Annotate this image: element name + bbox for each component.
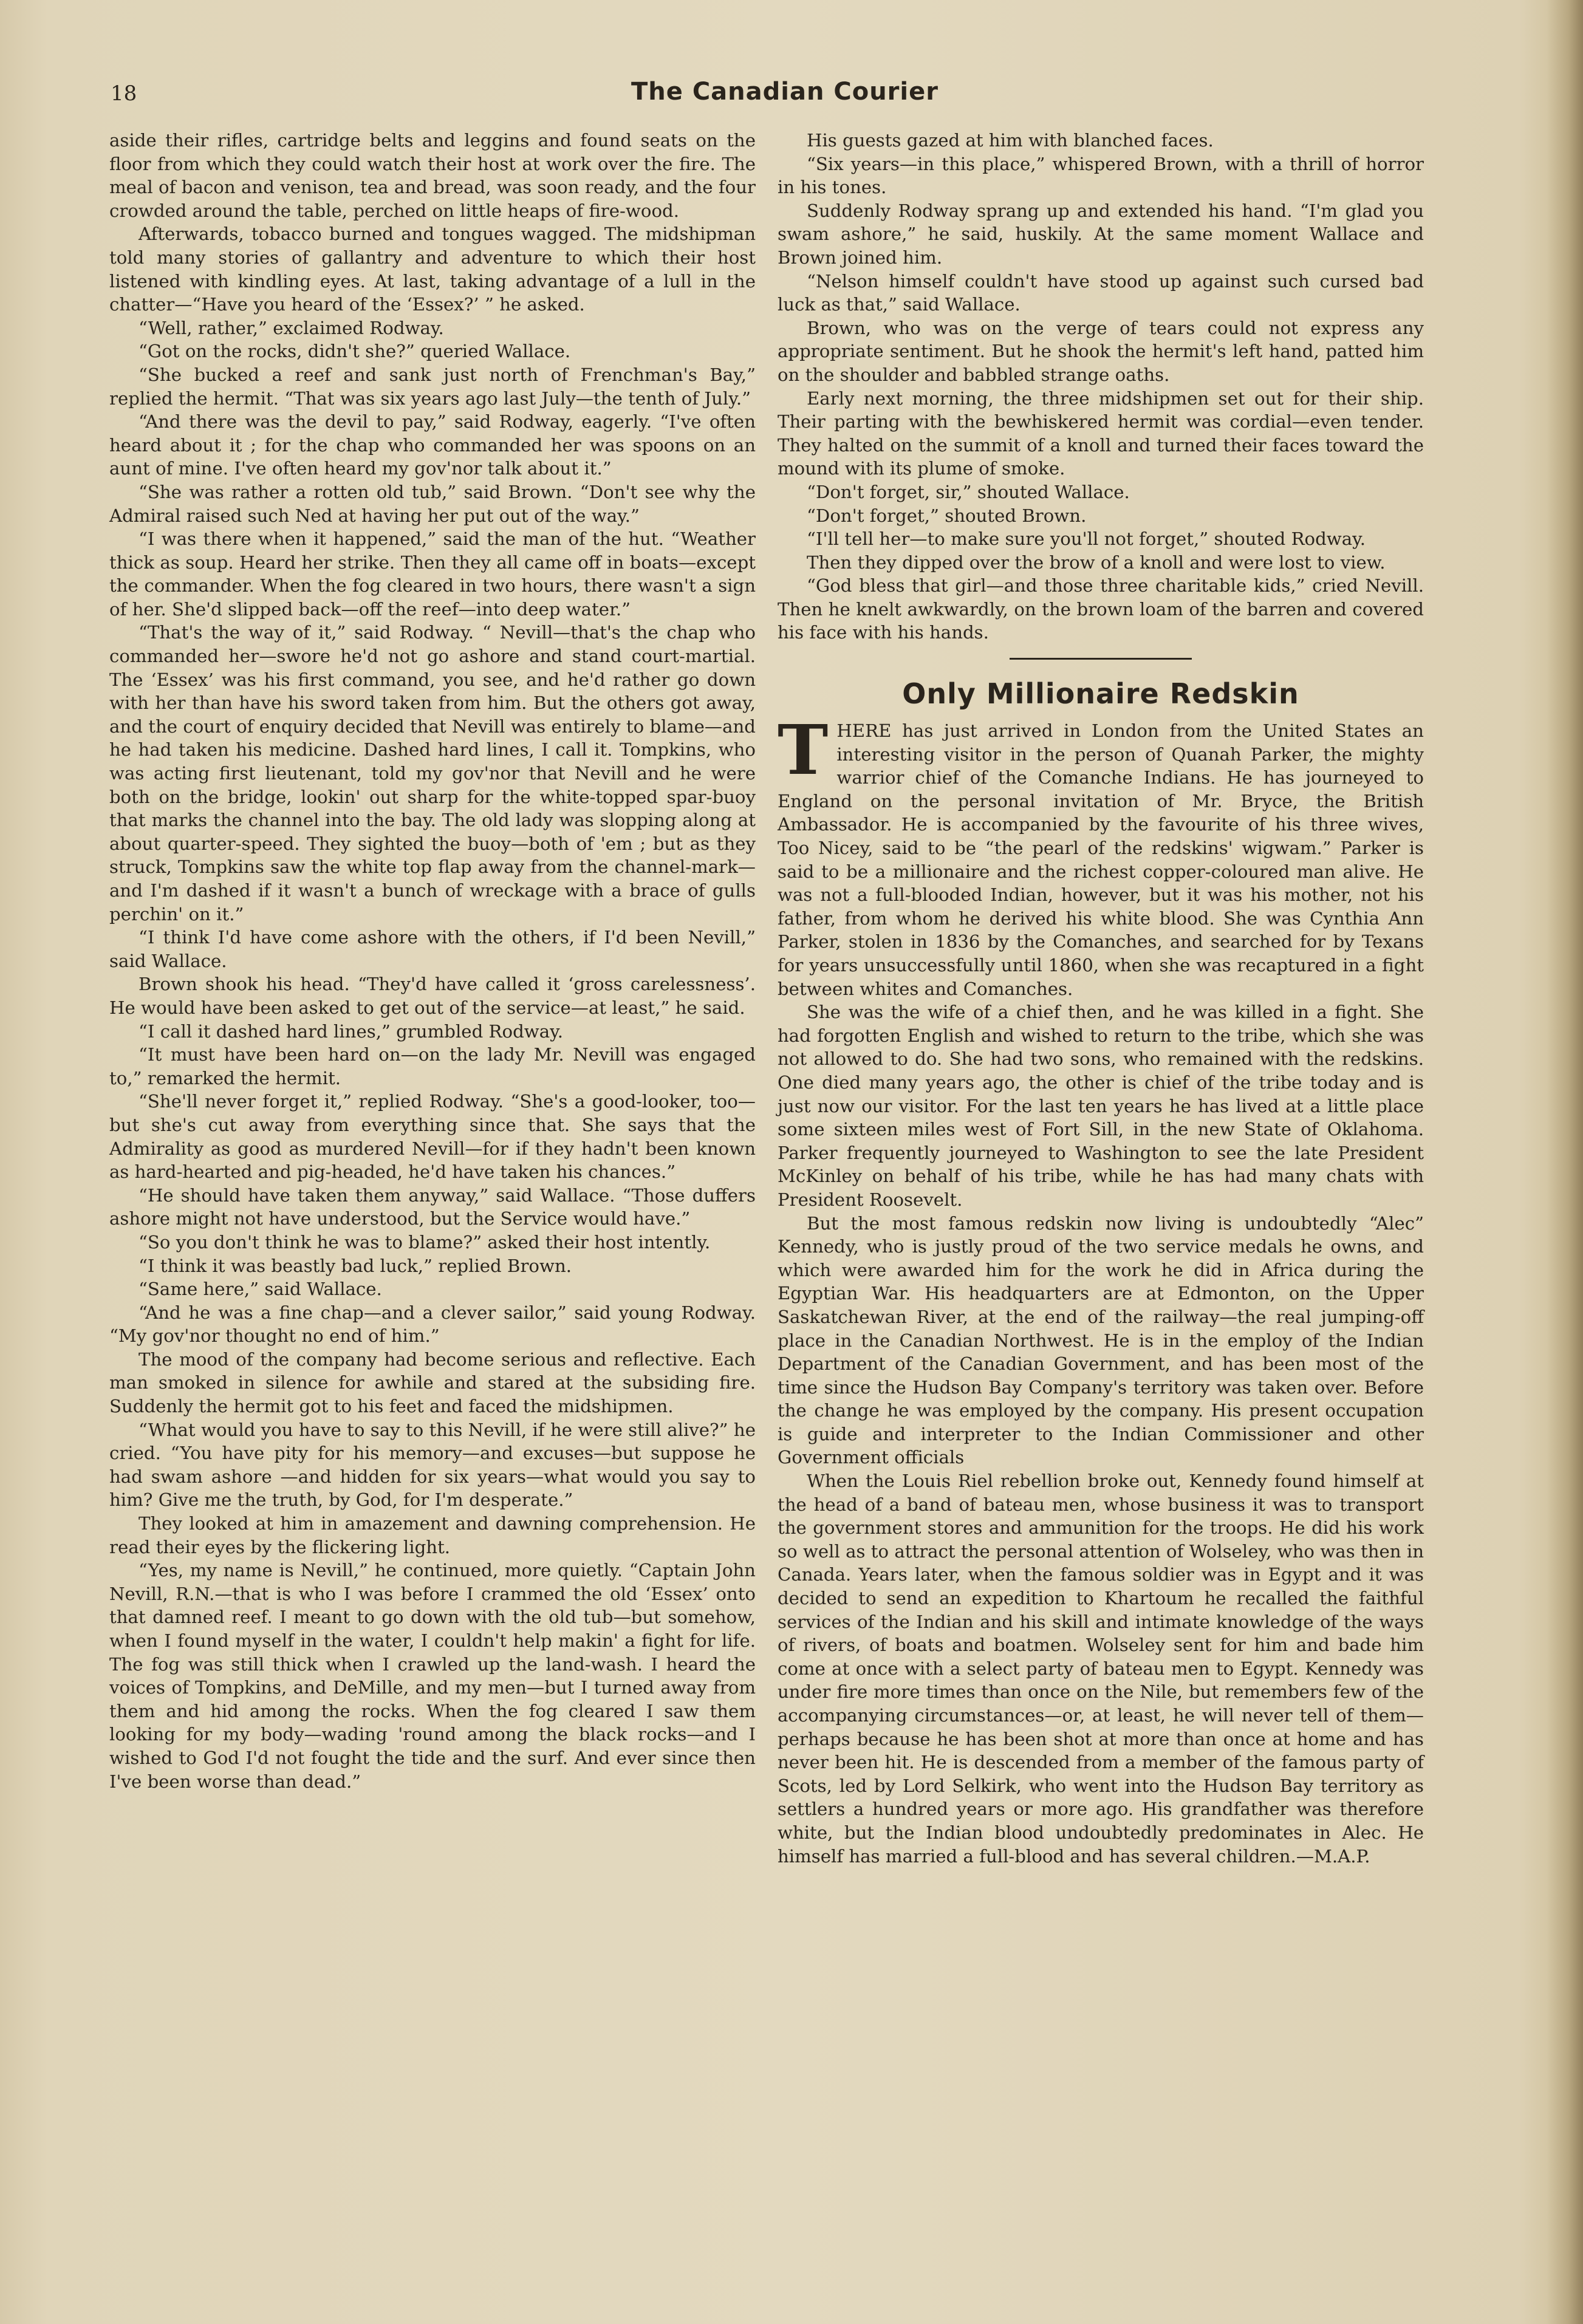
story-paragraph: “I'll tell her—to make sure you'll not forget,” shouted Rodway. (807, 528, 1366, 550)
story-paragraph: Brown shook his head. “They'd have called it ‘gross carelessness’. He would have been asked to get out of the service—at least,” he said. (109, 974, 756, 1018)
story-paragraph: “Same here,” said Wallace. (138, 1279, 382, 1300)
story-paragraph: “That's the way of it,” said Rodway. “ Nevill—that's the chap who commanded her—swore he'd not go ashore and stand court-martial. The ‘Essex’ was his first command, you see, and he'd rather go down with her than have his sword taken from him. But the others got away, and the court of enquiry decided that Nevill was entirely to blame—and he had taken his medicine. Dashed hard lines, I call it. Tompkins, who was acting first lieutenant, told my gov'nor that Nevill and he were both on the bridge, lookin' out sharp for the white-topped spar-buoy that marks the channel into the bay. The old lady was slopping along at about quarter-speed. They sighted the buoy—both of 'em ; but as they struck, Tompkins saw the white top flap away from the channel-mark—and I'm dashed if it wasn't a bunch of wreckage with a brace of gulls perchin' on it.” (109, 622, 756, 924)
article-paragraph: When the Louis Riel rebellion broke out, Kennedy found himself at the head of a band of bateau men, whose business it was to transport the government stores and ammunition for the troops. He did his work so well as to attract the personal attention of Wolseley, who was then in Canada. Years later, when the famous soldier was in Egypt and it was decided to send an expedition to Khartoum he recalled the faithful services of the Indian and his skill and intimate knowledge of the ways of rivers, of boats and boatmen. Wolseley sent for him and bade him come at once with a select party of bateau men to Egypt. Kennedy was under fire more times than once on the Nile, but remembers few of the accompanying circumstances—or, at least, he will never tell of them—perhaps because he has been shot at more than once at home and has never been hit. He is descended from a member of the famous party of Scots, led by Lord Selkirk, who went into the Hudson Bay territory as settlers a hundred years or more ago. His grandfather was therefore white, but the Indian blood undoubtedly predominates in Alec. He himself has married a full-blood and has several children.—M.A.P. (778, 1471, 1424, 1867)
story-paragraph: Early next morning, the three midshipmen set out for their ship. Their parting with the bewhiskered hermit was cordial—even tender. They halted on the summit of a knoll and turned their faces toward the mound with its plume of smoke. (778, 388, 1424, 479)
section-divider (1010, 658, 1192, 660)
story-paragraph: “I was there when it happened,” said the man of the hut. “Weather thick as soup. Heard her strike. Then they all came off in boats—except the commander. When the fog cleared in two hours, there wasn't a sign of her. She'd slipped back—off the reef—into deep water.” (109, 528, 756, 620)
story-paragraph: “And there was the devil to pay,” said Rodway, eagerly. “I've often heard about it ; for the chap who commanded her was spoons on an aunt of mine. I've often heard my gov'nor talk about it.” (109, 411, 756, 479)
page-header (111, 78, 1459, 114)
story-paragraph: Suddenly Rodway sprang up and extended his hand. “I'm glad you swam ashore,” he said, huskily. At the same moment Wallace and Brown joined him. (778, 200, 1424, 268)
story-paragraph: “He should have taken them anyway,” said Wallace. “Those duffers ashore might not have understood, but the Service would have.” (109, 1184, 756, 1229)
story-paragraph: “What would you have to say to this Nevill, if he were still alive?” he cried. “You have pity for his memory—and excuses—but suppose he had swam ashore —and hidden for six years—what would you say to him? Give me the truth, by God, for I'm desperate.” (109, 1419, 756, 1511)
story-paragraph: “She'll never forget it,” replied Rodway. “She's a good-looker, too—but she's cut away from everything since that. She says that the Admirality as good as murdered Nevill—for if they hadn't been known as hard-hearted and pig-headed, he'd have taken his chances.” (109, 1091, 756, 1183)
story-paragraph: They looked at him in amazement and dawning comprehension. He read their eyes by the flickering light. (109, 1513, 756, 1557)
drop-cap: T (778, 711, 829, 791)
story-paragraph: Brown, who was on the verge of tears could not express any appropriate sentiment. But he shook the hermit's left hand, patted him on the shoulder and babbled strange oaths. (778, 317, 1424, 385)
story-paragraph: “I think it was beastly bad luck,” replied Brown. (138, 1255, 572, 1276)
story-paragraph: “God bless that girl—and those three charitable kids,” cried Nevill. Then he knelt awkwardly, on the brown loam of the barren and covered his face with his hands. (778, 575, 1424, 643)
story-paragraph: aside their rifles, cartridge belts and leggins and found seats on the floor from which they could watch their host at work over the fire. The meal of bacon and venison, tea and bread, was soon ready, and the four crowded around the table, perched on little heaps of fire-wood. (109, 130, 756, 221)
story-paragraph: “She was rather a rotten old tub,” said Brown. “Don't see why the Admiral raised such Ned at having her put out of the way.” (109, 481, 756, 526)
story-paragraph: “It must have been hard on—on the lady Mr. Nevill was engaged to,” remarked the hermit. (109, 1044, 756, 1089)
article-lead-text: HERE has just arrived in London from the United States an interesting visitor in the person of Quanah Parker, the mighty warrior chief of the Comanche Indians. He has journeyed to England on the personal invitation of Mr. Bryce, the British Ambassador. He is accompanied by the favourite of his three wives, Too Nicey, said to be “the pearl of the redskins' wigwam.” Parker is said to be a millionaire and the richest copper-coloured man alive. He was not a full-blooded Indian, however, but it was his mother, not his father, from whom he derived his white blood. She was Cynthia Ann Parker, stolen in 1836 by the Comanches, and searched for by Texans for years unsuccessfully until 1860, when she was recaptured in a fight between whites and Comanches. (778, 720, 1424, 999)
story-paragraph: “I call it dashed hard lines,” grumbled Rodway. (138, 1020, 564, 1042)
story-paragraph: “And he was a fine chap—and a clever sailor,” said young Rodway. “My gov'nor thought no end of him.” (109, 1302, 756, 1347)
story-paragraph: His guests gazed at him with blanched faces. (807, 130, 1214, 151)
story-paragraph: “I think I'd have come ashore with the others, if I'd been Nevill,” said Wallace. (109, 927, 756, 971)
story-paragraph: The mood of the company had become serious and reflective. Each man smoked in silence for awhile and stared at the subsiding fire. Suddenly the hermit got to his feet and faced the midshipmen. (109, 1348, 756, 1417)
right-column (778, 129, 1424, 1868)
story-paragraph: “Don't forget,” shouted Brown. (807, 505, 1087, 526)
article-paragraph: She was the wife of a chief then, and he was killed in a fight. She had forgotten English and wished to return to the tribe, which she was not allowed to do. She had two sons, who remained with the redskins. One died many years ago, the other is chief of the tribe today and is just now our visitor. For the last ten years he has lived at a little place some sixteen miles west of Fort Sill, in the new State of Oklahoma. Parker frequently journeyed to Washington to see the late President McKinley on behalf of his tribe, while he has had many chats with President Roosevelt. (778, 1002, 1424, 1210)
article-body (778, 711, 1424, 1868)
left-column (109, 129, 756, 1793)
running-title: The Canadian Courier (631, 78, 939, 106)
story-continuation (778, 129, 1424, 644)
article-title: Only Millionaire Redskin (902, 677, 1299, 711)
story-paragraph: “She bucked a reef and sank just north of Frenchman's Bay,” replied the hermit. “That was six years ago last July—the tenth of July.” (109, 364, 756, 409)
story-paragraph: “So you don't think he was to blame?” asked their host intently. (138, 1231, 711, 1253)
page-edge-shadow (1547, 0, 1583, 2324)
story-paragraph: Afterwards, tobacco burned and tongues wagged. The midshipman told many stories of gallantry and adventure to which their host listened with kindling eyes. At last, taking advantage of a lull in the chatter—“Have you heard of the ‘Essex?’ ” he asked. (109, 224, 756, 315)
article-paragraphs (778, 1000, 1424, 1868)
story-paragraph: “Yes, my name is Nevill,” he continued, more quietly. “Captain John Nevill, R.N.—that is who I was before I crammed the old ‘Essex’ onto that damned reef. I meant to go down with the old tub—but somehow, when I found myself in the water, I couldn't help makin' a fight for life. The fog was still thick when I crawled up the land-wash. I heard the voices of Tompkins, and DeMille, and my men—but I turned away from them and hid among the rocks. When the fog cleared I saw them looking for my body—wading 'round among the black rocks—and I wished to God I'd not fought the tide and the surf. And ever since then I've been worse than dead.” (109, 1560, 756, 1792)
story-paragraph: “Well, rather,” exclaimed Rodway. (138, 317, 444, 338)
page-number: 18 (111, 81, 137, 106)
article-lead-paragraph (778, 711, 1424, 1000)
story-paragraph: Then they dipped over the brow of a knoll and were lost to view. (807, 552, 1386, 573)
story-paragraph: “Don't forget, sir,” shouted Wallace. (807, 481, 1130, 502)
article-paragraph: But the most famous redskin now living is undoubtedly “Alec” Kennedy, who is justly proud of the two service medals he owns, and which were awarded him for the work he did in Africa during the Egyptian War. His headquarters are at Edmonton, on the Upper Saskatchewan River, at the end of the railway—the real jumping-off place in the Canadian Northwest. He is in the employ of the Indian Department of the Canadian Government, and has been most of the time since the Hudson Bay Company's territory was taken over. Before the change he was employed by the company. His present occupation is guide and interpreter to the Indian Commissioner and other Government officials (778, 1212, 1424, 1468)
story-paragraph: “Nelson himself couldn't have stood up against such cursed bad luck as that,” said Wallace. (778, 270, 1424, 315)
story-paragraph: “Six years—in this place,” whispered Brown, with a thrill of horror in his tones. (778, 153, 1424, 198)
story-paragraph: “Got on the rocks, didn't she?” queried Wallace. (138, 341, 571, 362)
